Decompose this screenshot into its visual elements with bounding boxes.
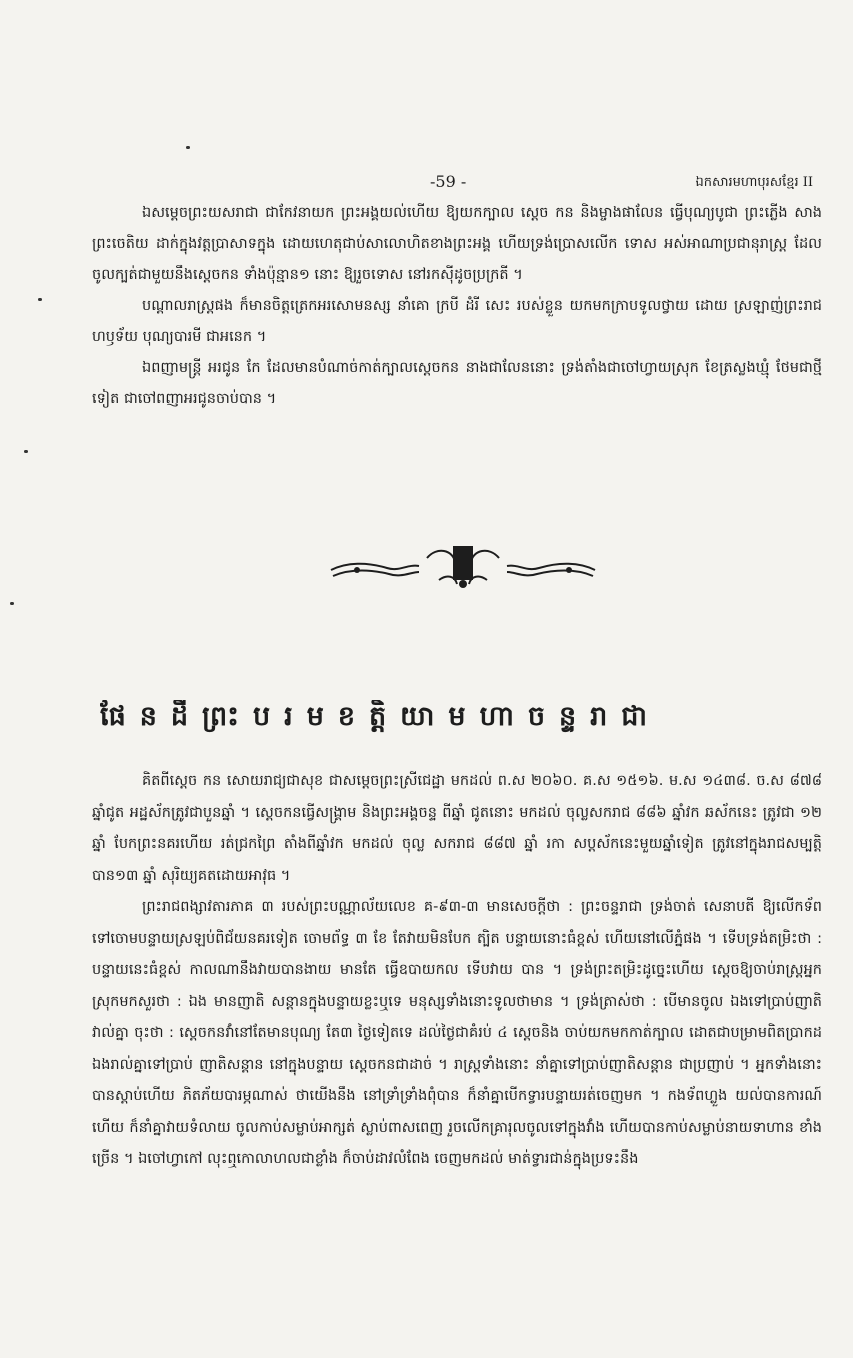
scan-speck	[10, 602, 14, 605]
paragraph: បណ្ដាលរាស្ត្រផង ក៏មានចិត្តត្រេកអរសោមនស្ស នាំគោ ក្របី ដំរី សេះ របស់ខ្លួន យកមកក្រាបទូលថ្វាយ ដោយ ស្រឡាញ់ព្រះរាជហឫទ័យ បុណ្យបារមី ជាអនេក ។	[92, 298, 822, 345]
section-heading: ផែនដីព្រះបរមខត្តិយាមហាចន្ទរាជា	[100, 701, 661, 732]
paragraph: ឯពញាមន្ត្រី អរជូន កែ ដែលមានបំណាច់កាត់ក្បាលស្ដេចកន នាងជាលែននោះ ទ្រង់តាំងជាចៅហ្វាយស្រុក ខែត្រស្លងឃ្មុំ ថែមជាថ្មីទៀត ជាចៅពញាអរជូនចាប់បាន ។	[92, 360, 822, 407]
paragraph: ឯសម្ដេចព្រះយសរាជា ជាកែវនាយក ព្រះអង្គយល់ហើយ ឱ្យយកក្បាល ស្ដេច កន និងម្ចាងផាលែន ធ្វើបុណ្យបូជា ព្រះភ្លើង សាងព្រះចេតិយ ដាក់ក្នុងវត្តប្រាសាទក្នុង ដោយហេតុជាប់សាលោហិតខាងព្រះអង្គ ហើយទ្រង់ប្រោសលើក ទោស អស់អាណាប្រជានុរាស្ត្រ ដែលចូលក្បត់ជាមួយនឹងស្ដេចកន ទាំងប៉ុន្មាន១ នោះ ឱ្យរួចទោស នៅរកស៊ីដូចប្រក្រតី ។	[92, 205, 822, 283]
scan-speck	[38, 298, 42, 301]
page-header	[0, 168, 853, 194]
text-block-top	[92, 198, 822, 415]
page-number: -59 -	[430, 172, 467, 191]
paragraph: ព្រះរាជពង្សាវតារភាគ ៣ របស់ព្រះបណ្ណាល័យលេខ គ-៩៣-៣ មានសេចក្ដីថា : ព្រះចន្ទរាជា ទ្រង់ចាត់ សេនាបតី ឱ្យលើកទ័ព ទៅចោមបន្ទាយស្រឡប់ពិជ័យនគរទៀត ចោមព័ទ្ធ ៣ ខែ តែវាយមិនបែក ត្បិត បន្ទាយនោះធំខ្ពស់ ហើយនៅលើភ្នំផង ។ ទើបទ្រង់តម្រិះថា : បន្ទាយនេះធំខ្ពស់ កាលណានឹងវាយបានងាយ មានតែ ធ្វើឧបាយកល ទើបវាយ បាន ។ ទ្រង់ព្រះតម្រិះដូច្នេះហើយ ស្ដេចឱ្យចាប់រាស្ត្រអ្នកស្រុកមកសួរថា : ឯង មានញាតិ សន្ដានក្នុងបន្ទាយខ្លះឬទេ មនុស្សទាំងនោះទូលថាមាន ។ ទ្រង់ត្រាស់ថា : បើមានចូល ឯងទៅប្រាប់ញាតិវាល់គ្នា ចុះថា : ស្ដេចកនវាំនៅតែមានបុណ្យ តែ៣ ថ្ងៃទៀតទេ ដល់ថ្ងៃជាគំរប់ ៤ ស្ដេចនិង ចាប់យកមកកាត់ក្បាល ដោតជាបម្រាមពិតប្រាកដ ឯងរាល់គ្នាទៅប្រាប់ ញាតិសន្ដាន នៅក្នុងបន្ទាយ ស្ដេចកនជាដាច់ ។ រាស្ត្រទាំងនោះ នាំគ្នាទៅប្រាប់ញាតិសន្ដាន ជាប្រញាប់ ។ អ្នកទាំងនោះ បានស្ដាប់ហើយ ភិតភ័យបារម្ភណាស់ ថាយើងនឹង នៅទ្រាំទ្រាំងពុំបាន ក៏នាំគ្នាបើកទ្វារបន្ទាយរត់ចេញមក ។ កងទ័ពហ្លួង យល់បានការណ៍ហើយ ក៏នាំគ្នាវាយទំលាយ ចូលកាប់សម្លាប់អាក្សត់ ស្លាប់ពាសពេញ រួចលើកគ្រារុលចូលទៅក្នុងវាំង ហើយបានកាប់សម្លាប់នាយទាហាន ខាំងច្រើន ។ ឯចៅហ្វាកៅ លុះឮកោលាហលជាខ្លាំង ក៏ចាប់ដាវលំពែង ចេញមកដល់ មាត់ទ្វារជាន់ក្នុងប្រទះនឹង	[92, 899, 822, 1167]
running-title: ឯកសារមហាបុរសខ្មែរ II	[695, 175, 813, 190]
scan-speck	[24, 450, 28, 453]
paragraph: គិតពីស្ដេច កន សោយរាជ្យជាសុខ ជាសម្ដេចព្រះស្រីជេដ្ឋា មកដល់ ព.ស ២០៦០. គ.ស ១៥១៦. ម.ស ១៤៣៨. ច.ស ៨៧៨ ឆ្នាំជូត អដ្ឋស័កត្រូវជាបួនឆ្នាំ ។ ស្ដេចកនធ្វើសង្គ្រាម និងព្រះអង្គចន្ទ ពីឆ្នាំ ជូតនោះ មកដល់ ចុល្លសករាជ ៨៨៦ ឆ្នាំវក ឆស័កនេះ ត្រូវជា ១២ ឆ្នាំ បែកព្រះនគរហើយ រត់ជ្រកព្រៃ តាំងពីឆ្នាំវក មកដល់ ចុល្ល សករាជ ៨៨៧ ឆ្នាំ រកា សប្តស័កនេះមួយឆ្នាំទៀត ត្រូវនៅក្នុងរាជសម្បត្តិបាន១៣ ឆ្នាំ សុរិយ្យគតដោយអាវុធ ។	[92, 773, 822, 884]
text-block-main	[92, 766, 822, 1176]
scan-speck	[186, 146, 190, 149]
decorative-divider-icon	[327, 540, 599, 590]
